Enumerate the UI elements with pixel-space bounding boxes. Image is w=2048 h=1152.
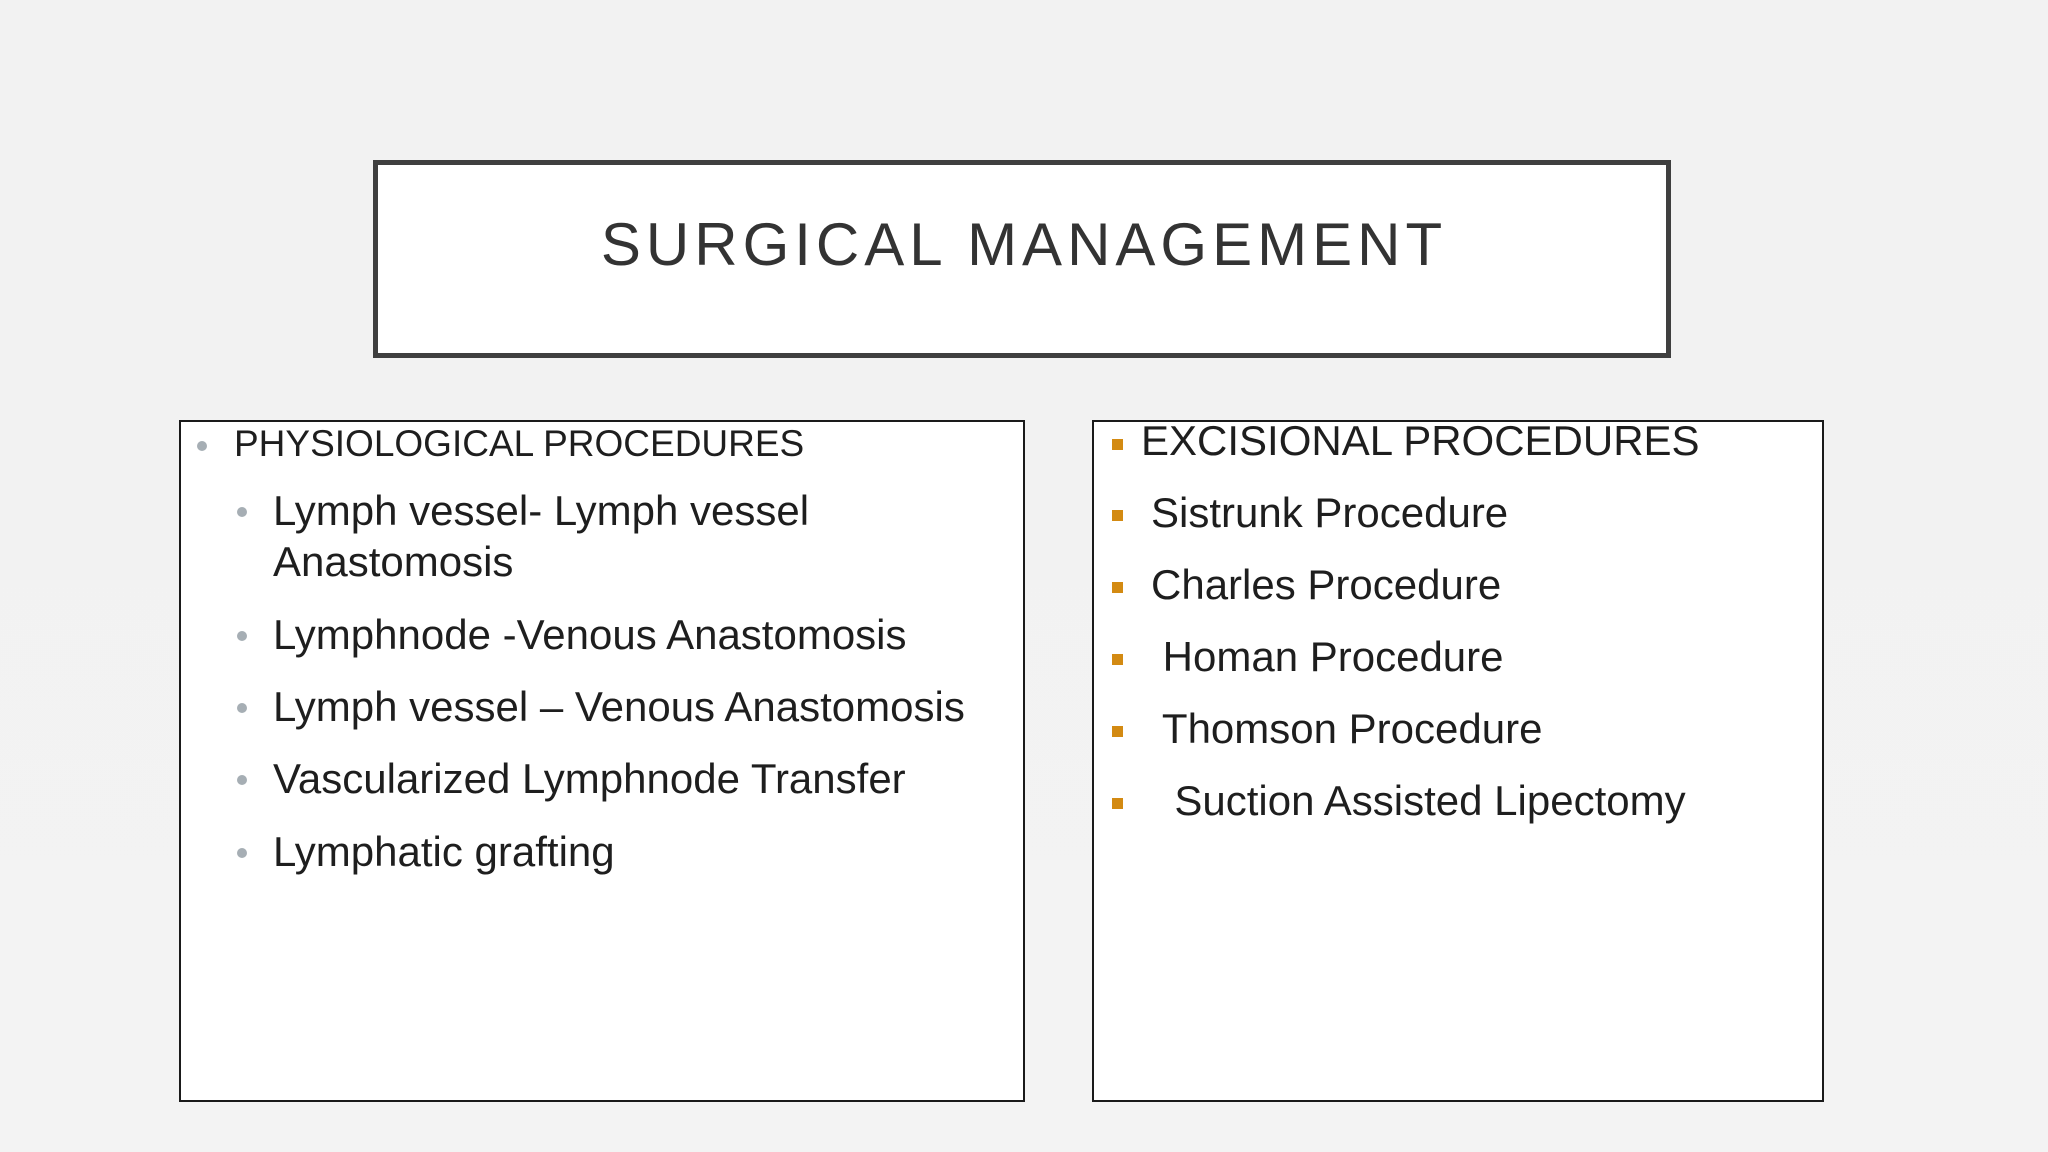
physiological-procedures-heading: PHYSIOLOGICAL PROCEDURES [234,423,805,464]
list-item: Suction Assisted Lipectomy [1151,777,1686,824]
list-item: Lymphatic grafting [273,828,615,875]
round-bullet-icon [237,507,247,517]
excisional-procedures-heading: EXCISIONAL PROCEDURES [1141,417,1700,464]
excisional-procedures-panel [1092,417,1824,1102]
round-bullet-icon [237,848,247,858]
list-item-continuation: Anastomosis [273,538,514,585]
square-bullet-icon [1112,510,1123,521]
list-item: Homan Procedure [1151,633,1504,680]
round-bullet-icon [237,631,247,641]
square-bullet-icon [1112,654,1123,665]
round-bullet-icon [237,775,247,785]
list-item: Sistrunk Procedure [1151,489,1509,536]
list-item: Thomson Procedure [1151,705,1543,752]
round-bullet-icon [237,703,247,713]
list-item: Vascularized Lymphnode Transfer [273,755,906,802]
list-item: Charles Procedure [1151,561,1502,608]
list-item: Lymphnode -Venous Anastomosis [273,611,907,658]
physiological-procedures-panel [179,420,1025,1102]
square-bullet-icon [1112,582,1123,593]
round-bullet-icon [197,441,207,451]
square-bullet-icon [1112,798,1123,809]
slide-title: SURGICAL MANAGEMENT [600,211,1448,278]
list-item: Lymph vessel- Lymph vessel [273,487,810,534]
square-bullet-icon [1112,726,1123,737]
list-item: Lymph vessel – Venous Anastomosis [273,683,965,730]
square-bullet-icon [1112,439,1123,450]
